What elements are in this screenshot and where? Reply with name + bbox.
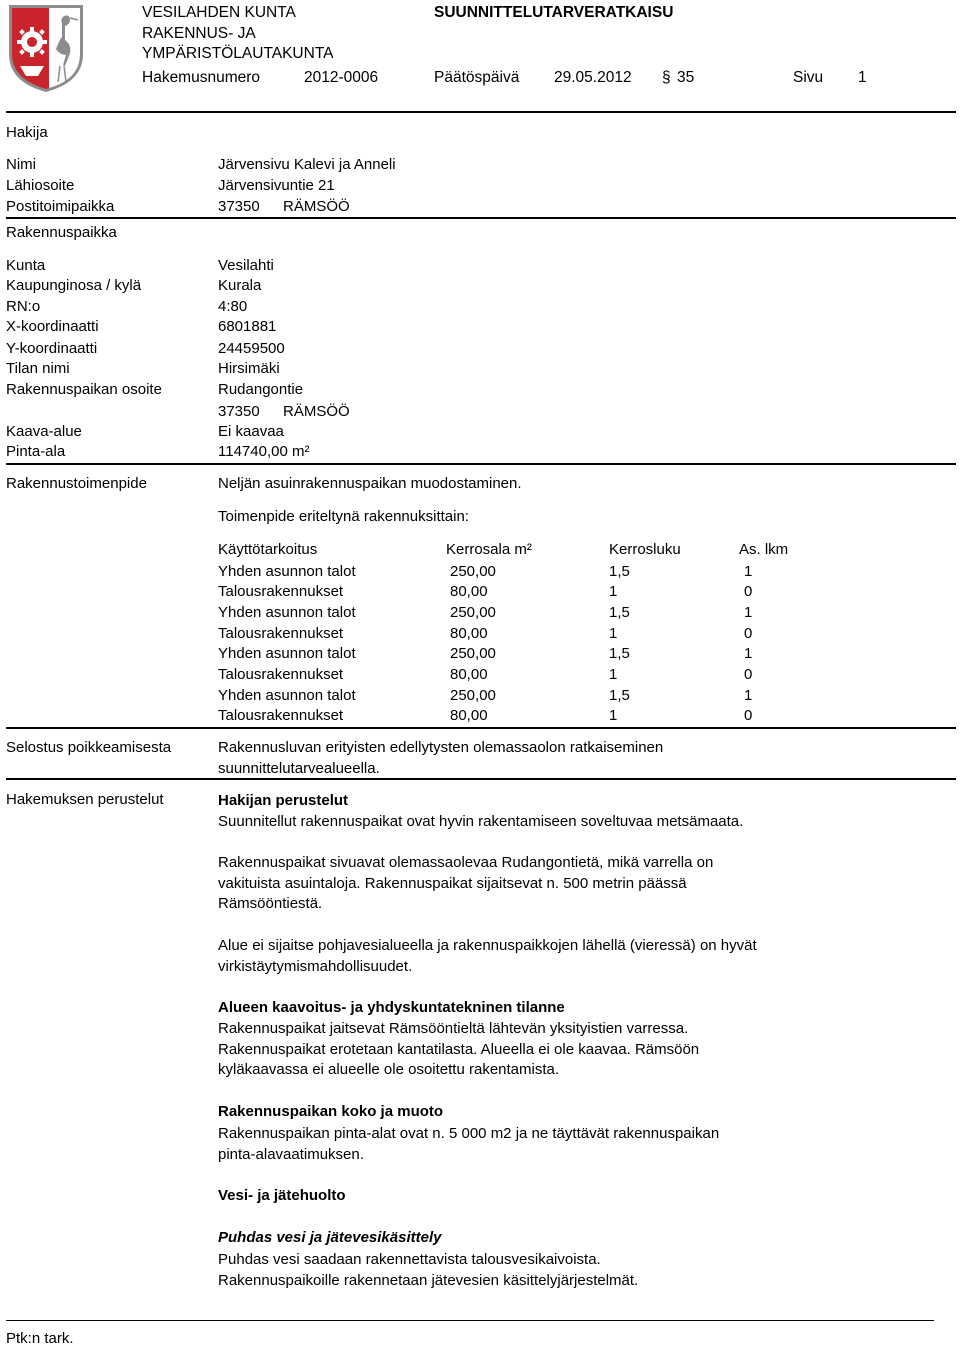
text-line: Puhdas vesi saadaan rakennettavista talousvesikaivoista. bbox=[218, 1251, 601, 1268]
document-type: SUUNNITTELUTARVERATKAISU bbox=[434, 4, 674, 21]
divider bbox=[6, 111, 956, 113]
org-name-line1: VESILAHDEN KUNTA bbox=[142, 4, 296, 21]
site-postal-city: RÄMSÖÖ bbox=[283, 403, 350, 420]
site-row-label: Kaupunginosa / kylä bbox=[6, 277, 142, 294]
justification-subheading: Puhdas vesi ja jätevesikäsittely bbox=[218, 1229, 442, 1246]
name-value: Järvensivu Kalevi ja Anneli bbox=[218, 156, 396, 173]
name-label: Nimi bbox=[6, 156, 36, 173]
cell-floor-area: 80,00 bbox=[450, 583, 488, 600]
text-line: Rämsööntiestä. bbox=[218, 895, 323, 913]
text-line: Rakennuspaikoille rakennetaan jätevesien käsittelyjärjestelmät. bbox=[218, 1271, 639, 1289]
cell-dwellings: 1 bbox=[744, 687, 753, 704]
justification-heading: Hakijan perustelut bbox=[218, 792, 349, 809]
application-number-value: 2012-0006 bbox=[304, 69, 379, 86]
justification-paragraph bbox=[218, 1250, 638, 1291]
text-line: pinta-alavaatimuksen. bbox=[218, 1145, 364, 1163]
cell-floor-area: 250,00 bbox=[450, 687, 496, 704]
address-label: Lähiosoite bbox=[6, 177, 75, 194]
section-number: 35 bbox=[677, 69, 695, 86]
cell-floors: 1 bbox=[609, 707, 618, 724]
divider bbox=[6, 778, 956, 780]
minutes-check-label: Ptk:n tark. bbox=[6, 1330, 74, 1347]
table-header-floors: Kerrosluku bbox=[609, 541, 681, 558]
divider bbox=[6, 217, 956, 219]
justification-heading: Rakennuspaikan koko ja muoto bbox=[218, 1103, 444, 1120]
cell-dwellings: 0 bbox=[744, 625, 753, 642]
cell-floors: 1,5 bbox=[609, 604, 630, 621]
text-line: Rakennuspaikat sivuavat olemassaolevaa Rudangontietä, mikä varrella on bbox=[218, 854, 714, 871]
site-section-title: Rakennuspaikka bbox=[6, 224, 117, 241]
text-line: kyläkaavassa ei alueelle ole osoitettu rakentamista. bbox=[218, 1061, 560, 1079]
table-header-floor-area: Kerrosala m² bbox=[446, 541, 532, 558]
site-row-label: Y-koordinaatti bbox=[6, 340, 98, 357]
cell-floor-area: 250,00 bbox=[450, 645, 496, 662]
cell-usage: Yhden asunnon talot bbox=[218, 687, 356, 704]
justification-paragraph bbox=[218, 1019, 699, 1081]
cell-usage: Talousrakennukset bbox=[218, 666, 344, 683]
cell-usage: Yhden asunnon talot bbox=[218, 645, 356, 662]
cell-floor-area: 250,00 bbox=[450, 604, 496, 621]
org-name-line3: YMPÄRISTÖLAUTAKUNTA bbox=[142, 45, 334, 62]
text-line: vakituista asuintaloja. Rakennuspaikat sijaitsevat n. 500 metrin päässä bbox=[218, 874, 687, 892]
postal-code: 37350 bbox=[218, 198, 260, 215]
site-row-label: Kunta bbox=[6, 257, 46, 274]
cell-usage: Yhden asunnon talot bbox=[218, 563, 356, 580]
site-row-label: X-koordinaatti bbox=[6, 318, 99, 335]
cell-usage: Talousrakennukset bbox=[218, 707, 344, 724]
deviation-label: Selostus poikkeamisesta bbox=[6, 739, 172, 756]
site-row-value: Kurala bbox=[218, 277, 262, 294]
measure-subtitle: Toimenpide eriteltynä rakennuksittain: bbox=[218, 508, 469, 525]
measure-value: Neljän asuinrakennuspaikan muodostaminen. bbox=[218, 475, 522, 492]
site-row-value: 6801881 bbox=[218, 318, 277, 335]
justification-label: Hakemuksen perustelut bbox=[6, 791, 164, 808]
cell-floors: 1 bbox=[609, 666, 618, 683]
site-row-value: 24459500 bbox=[218, 340, 285, 357]
site-row-label: Rakennuspaikan osoite bbox=[6, 381, 162, 398]
postal-city: RÄMSÖÖ bbox=[283, 198, 350, 215]
text-line: Rakennuspaikan pinta-alat ovat n. 5 000 m2 ja ne täyttävät rakennuspaikan bbox=[218, 1125, 720, 1142]
justification-paragraph bbox=[218, 936, 757, 977]
table-header-dwellings: As. lkm bbox=[739, 541, 789, 558]
page-number: 1 bbox=[858, 69, 867, 86]
cell-dwellings: 0 bbox=[744, 707, 753, 724]
cell-usage: Talousrakennukset bbox=[218, 583, 344, 600]
site-row-value: Rudangontie bbox=[218, 381, 304, 398]
decision-date-value: 29.05.2012 bbox=[554, 69, 632, 86]
text-line: virkistäytymismahdollisuudet. bbox=[218, 957, 413, 975]
footer-divider bbox=[6, 1320, 934, 1321]
cell-usage: Yhden asunnon talot bbox=[218, 604, 356, 621]
cell-floor-area: 80,00 bbox=[450, 625, 488, 642]
org-name-line2: RAKENNUS- JA bbox=[142, 25, 256, 42]
text-line: Suunnitellut rakennuspaikat ovat hyvin rakentamiseen soveltuvaa metsämaata. bbox=[218, 813, 744, 830]
cell-floors: 1,5 bbox=[609, 687, 630, 704]
site-row-value: Hirsimäki bbox=[218, 360, 280, 377]
text-line: Alue ei sijaitse pohjavesialueella ja rakennuspaikkojen lähellä (vieressä) on hyvät bbox=[218, 937, 757, 954]
divider bbox=[6, 727, 956, 729]
area-value: 114740,00 m² bbox=[218, 443, 310, 460]
cell-floors: 1 bbox=[609, 583, 618, 600]
zone-value: Ei kaavaa bbox=[218, 423, 284, 440]
site-row-value: Vesilahti bbox=[218, 257, 274, 274]
cell-dwellings: 1 bbox=[744, 645, 753, 662]
justification-paragraph bbox=[218, 812, 743, 833]
justification-heading: Vesi- ja jätehuolto bbox=[218, 1187, 346, 1204]
cell-dwellings: 1 bbox=[744, 563, 753, 580]
divider bbox=[6, 463, 956, 465]
zone-label: Kaava-alue bbox=[6, 423, 82, 440]
cell-floor-area: 250,00 bbox=[450, 563, 496, 580]
cell-floor-area: 80,00 bbox=[450, 666, 488, 683]
cell-floors: 1,5 bbox=[609, 645, 630, 662]
deviation-line: suunnittelutarvealueella. bbox=[218, 760, 380, 777]
site-postal-code: 37350 bbox=[218, 403, 260, 420]
justification-heading: Alueen kaavoitus- ja yhdyskuntatekninen tilanne bbox=[218, 999, 565, 1016]
postal-label: Postitoimipaikka bbox=[6, 198, 115, 215]
justification-paragraph bbox=[218, 853, 713, 915]
area-label: Pinta-ala bbox=[6, 443, 66, 460]
application-number-label: Hakemusnumero bbox=[142, 69, 261, 86]
table-header-usage: Käyttötarkoitus bbox=[218, 541, 318, 558]
measure-label: Rakennustoimenpide bbox=[6, 475, 147, 492]
applicant-section-title: Hakija bbox=[6, 124, 48, 141]
cell-floors: 1,5 bbox=[609, 563, 630, 580]
cell-dwellings: 0 bbox=[744, 583, 753, 600]
cell-dwellings: 0 bbox=[744, 666, 753, 683]
cell-dwellings: 1 bbox=[744, 604, 753, 621]
text-line: Rakennuspaikat erotetaan kantatilasta. Alueella ei ole kaavaa. Rämsöön bbox=[218, 1040, 700, 1058]
site-row-label: RN:o bbox=[6, 298, 41, 315]
decision-date-label: Päätöspäivä bbox=[434, 69, 520, 86]
site-row-label: Tilan nimi bbox=[6, 360, 70, 377]
text-line: Rakennuspaikat jaitsevat Rämsööntieltä lähtevän yksityistien varressa. bbox=[218, 1020, 689, 1037]
address-value: Järvensivuntie 21 bbox=[218, 177, 335, 194]
municipality-crest-logo bbox=[6, 2, 86, 94]
section-symbol: § bbox=[662, 69, 671, 86]
justification-paragraph bbox=[218, 1124, 719, 1165]
cell-floor-area: 80,00 bbox=[450, 707, 488, 724]
cell-floors: 1 bbox=[609, 625, 618, 642]
page-label: Sivu bbox=[793, 69, 824, 86]
deviation-line: Rakennusluvan erityisten edellytysten olemassaolon ratkaiseminen bbox=[218, 739, 664, 756]
cell-usage: Talousrakennukset bbox=[218, 625, 344, 642]
site-row-value: 4:80 bbox=[218, 298, 248, 315]
